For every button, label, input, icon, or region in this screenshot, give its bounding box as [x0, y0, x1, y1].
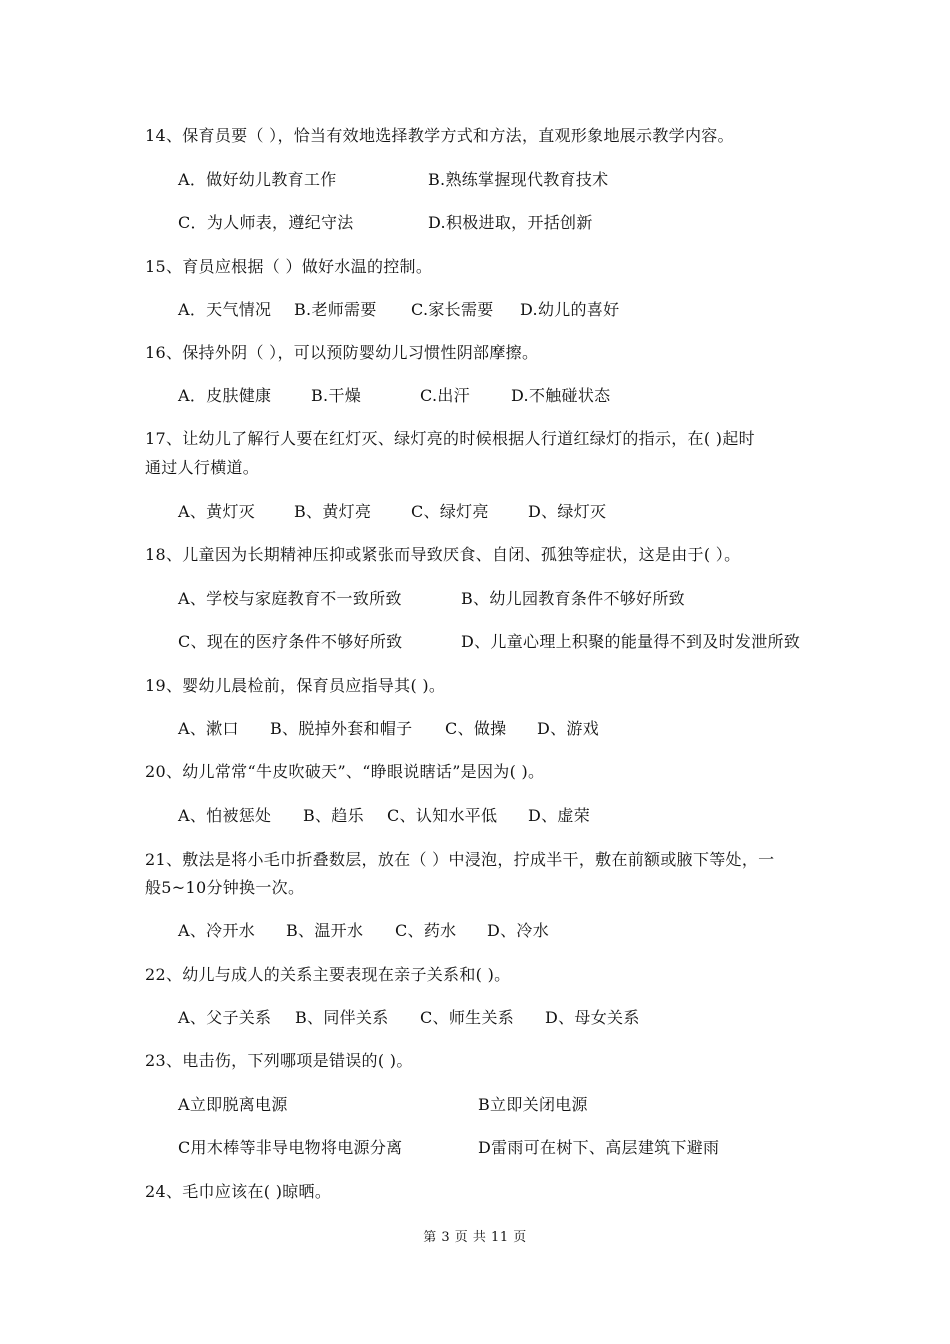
- question-20-option-d: D、虚荣: [528, 806, 591, 825]
- question-18-option-b: B、幼儿园教育条件不够好所致: [461, 589, 685, 608]
- question-24-stem: 24、毛巾应该在( )晾晒。: [145, 1182, 332, 1201]
- question-14-option-c: C．为人师表，遵纪守法: [178, 213, 354, 232]
- question-17-option-a: A、黄灯灭: [178, 502, 256, 521]
- question-22-option-b: B、同伴关系: [295, 1008, 389, 1027]
- question-15-option-d: D.幼儿的喜好: [520, 300, 620, 319]
- question-14-option-a: A．做好幼儿教育工作: [178, 170, 337, 189]
- question-22-stem: 22、幼儿与成人的关系主要表现在亲子关系和( )。: [145, 965, 511, 984]
- page-number-footer: 第 3 页 共 11 页: [423, 1230, 527, 1245]
- question-17-option-d: D、绿灯灭: [528, 502, 607, 521]
- question-23-stem: 23、电击伤，下列哪项是错误的( )。: [145, 1051, 413, 1070]
- question-19-option-c: C、做操: [445, 719, 507, 738]
- question-23-option-b: B立即关闭电源: [478, 1095, 588, 1114]
- question-23-option-a: A立即脱离电源: [178, 1095, 288, 1114]
- question-23-option-d: D雷雨可在树下、高层建筑下避雨: [478, 1138, 720, 1157]
- question-23-option-c: C用木棒等非导电物将电源分离: [178, 1138, 403, 1157]
- question-20-option-a: A、怕被惩处: [178, 806, 272, 825]
- question-20-stem: 20、幼儿常常“牛皮吹破天”、“睁眼说瞎话”是因为( )。: [145, 762, 545, 781]
- question-14-option-b: B.熟练掌握现代教育技术: [428, 170, 609, 189]
- question-19-stem: 19、婴幼儿晨检前，保育员应指导其( )。: [145, 676, 446, 695]
- question-16-option-c: C.出汗: [420, 386, 470, 405]
- question-22-option-d: D、母女关系: [545, 1008, 640, 1027]
- question-18-option-d: D、儿童心理上积聚的能量得不到及时发泄所致: [461, 632, 801, 651]
- question-21-option-c: C、药水: [395, 921, 457, 940]
- question-17-stem-line1: 17、让幼儿了解行人要在红灯灭、绿灯亮的时候根据人行道红绿灯的指示，在( )起时: [145, 429, 755, 448]
- question-17-option-b: B、黄灯亮: [294, 502, 372, 521]
- question-14-stem: 14、保育员要（ ），恰当有效地选择教学方式和方法，直观形象地展示教学内容。: [145, 126, 734, 145]
- question-16-option-b: B.干燥: [311, 386, 362, 405]
- question-19-option-a: A、漱口: [178, 719, 239, 738]
- question-16-option-a: A．皮肤健康: [178, 386, 272, 405]
- question-15-option-c: C.家长需要: [411, 300, 494, 319]
- question-16-stem: 16、保持外阴（ ），可以预防婴幼儿习惯性阴部摩擦。: [145, 343, 539, 362]
- question-15-stem: 15、育员应根据（ ）做好水温的控制。: [145, 257, 433, 276]
- question-18-stem: 18、儿童因为长期精神压抑或紧张而导致厌食、自闭、孤独等症状，这是由于( ）。: [145, 545, 741, 564]
- question-21-option-d: D、冷水: [487, 921, 550, 940]
- question-21-stem-line1: 21、敷法是将小毛巾折叠数层，放在（ ）中浸泡，拧成半干，敷在前额或腋下等处，一: [145, 850, 775, 869]
- question-17-option-c: C、绿灯亮: [411, 502, 489, 521]
- question-17-stem-line2: 通过人行横道。: [145, 458, 260, 477]
- question-18-option-a: A、学校与家庭教育不一致所致: [178, 589, 402, 608]
- question-19-option-d: D、游戏: [537, 719, 600, 738]
- question-22-option-a: A、父子关系: [178, 1008, 272, 1027]
- question-16-option-d: D.不触碰状态: [511, 386, 611, 405]
- question-18-option-c: C、现在的医疗条件不够好所致: [178, 632, 403, 651]
- question-20-option-b: B、趋乐: [303, 806, 364, 825]
- question-14-option-d: D.积极进取，开括创新: [428, 213, 593, 232]
- question-21-option-a: A、冷开水: [178, 921, 256, 940]
- question-19-option-b: B、脱掉外套和帽子: [270, 719, 413, 738]
- question-21-option-b: B、温开水: [286, 921, 364, 940]
- question-15-option-b: B.老师需要: [294, 300, 377, 319]
- question-20-option-c: C、认知水平低: [387, 806, 498, 825]
- question-15-option-a: A．天气情况: [178, 300, 272, 319]
- question-22-option-c: C、师生关系: [420, 1008, 515, 1027]
- question-21-stem-line2: 般5~10分钟换一次。: [145, 878, 305, 897]
